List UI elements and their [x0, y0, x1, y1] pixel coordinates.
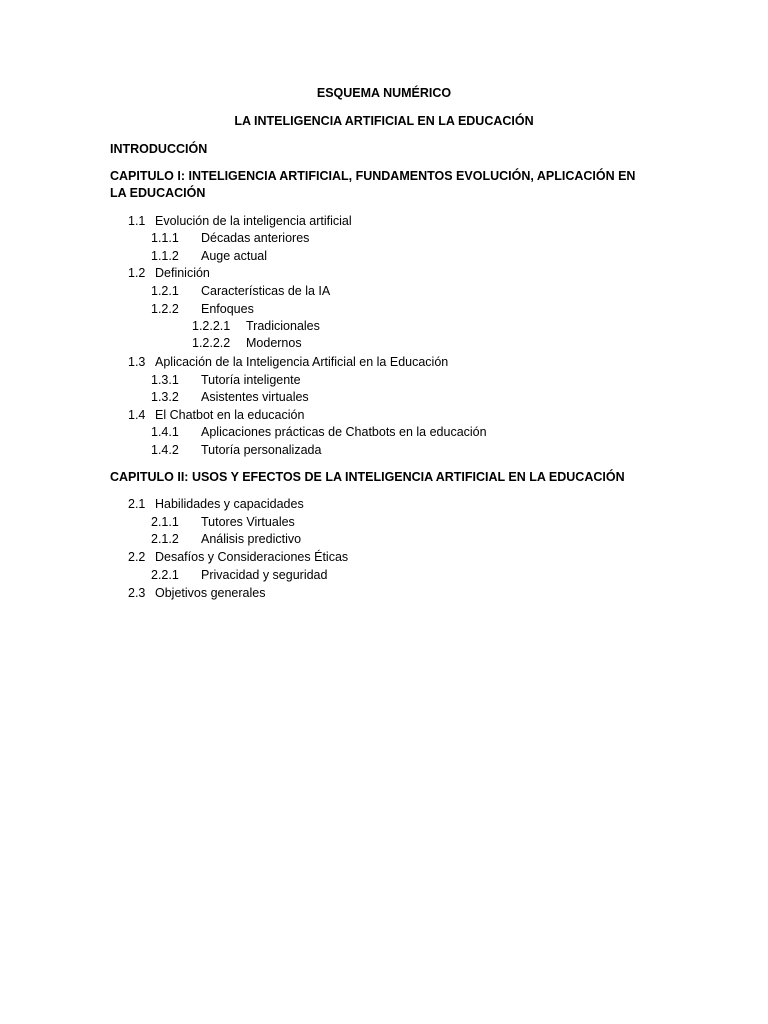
outline-item-1-4-2 — [151, 442, 321, 459]
item-text: Objetivos generales — [155, 586, 266, 600]
item-number: 2.2.1 — [151, 568, 179, 582]
item-number: 1.2.1 — [151, 284, 179, 298]
outline-item-1-2-1 — [151, 283, 330, 300]
item-number: 2.1.2 — [151, 532, 179, 546]
outline-item-1-3 — [128, 354, 448, 371]
item-text: Aplicación de la Inteligencia Artificial en la Educación — [155, 355, 449, 369]
item-text: Décadas anteriores — [201, 231, 310, 245]
item-text: Definición — [155, 266, 210, 280]
item-text: Tutoría personalizada — [201, 443, 322, 457]
outline-item-1-2-2 — [151, 301, 254, 318]
outline-item-1-2-2-1 — [192, 318, 320, 335]
item-number: 1.3 — [128, 355, 146, 369]
item-text: Desafíos y Consideraciones Éticas — [155, 550, 349, 564]
outline-item-2-1-1 — [151, 514, 295, 531]
item-number: 1.1.1 — [151, 231, 179, 245]
item-text: Asistentes virtuales — [201, 390, 309, 404]
outline-item-1-1-1 — [151, 230, 309, 247]
item-number: 1.2.2.2 — [192, 336, 231, 350]
item-text: Aplicaciones prácticas de Chatbots en la educación — [201, 425, 487, 439]
item-text: Tutoría inteligente — [201, 373, 301, 387]
item-number: 2.3 — [128, 586, 146, 600]
item-text: Análisis predictivo — [201, 532, 302, 546]
item-text: Características de la IA — [201, 284, 331, 298]
outline-item-1-2 — [128, 265, 210, 282]
chapter-2-heading: CAPITULO II: USOS Y EFECTOS DE LA INTELIGENCIA ARTIFICIAL EN LA EDUCACIÓN — [110, 470, 625, 484]
document-subtitle: LA INTELIGENCIA ARTIFICIAL EN LA EDUCACIÓN — [234, 114, 534, 128]
chapter-1-heading: CAPITULO I: INTELIGENCIA ARTIFICIAL, FUNDAMENTOS EVOLUCIÓN, APLICACIÓN EN LA EDUCACIÓN — [110, 169, 636, 200]
item-number: 2.2 — [128, 550, 146, 564]
item-number: 1.2.2 — [151, 302, 179, 316]
item-number: 1.4.1 — [151, 425, 179, 439]
outline-item-2-2 — [128, 549, 348, 566]
outline-item-2-2-1 — [151, 567, 327, 584]
item-number: 1.2.2.1 — [192, 319, 231, 333]
item-text: El Chatbot en la educación — [155, 408, 305, 422]
outline-item-1-1-2 — [151, 248, 267, 265]
outline-item-1-1 — [128, 213, 352, 230]
outline-item-2-1-2 — [151, 531, 301, 548]
outline-item-1-3-2 — [151, 389, 309, 406]
item-number: 1.3.1 — [151, 373, 179, 387]
item-text: Tutores Virtuales — [201, 515, 295, 529]
outline-item-1-2-2-2 — [192, 335, 302, 352]
item-number: 1.4 — [128, 408, 146, 422]
item-number: 1.4.2 — [151, 443, 179, 457]
item-number: 1.2 — [128, 266, 146, 280]
item-text: Auge actual — [201, 249, 268, 263]
item-text: Habilidades y capacidades — [155, 497, 304, 511]
outline-item-1-4-1 — [151, 424, 487, 441]
outline-item-2-3 — [128, 585, 265, 602]
outline-item-2-1 — [128, 496, 304, 513]
item-text: Enfoques — [201, 302, 254, 316]
item-text: Modernos — [246, 336, 302, 350]
item-number: 2.1.1 — [151, 515, 179, 529]
introduction-heading: INTRODUCCIÓN — [110, 142, 208, 156]
document-title: ESQUEMA NUMÉRICO — [316, 86, 452, 100]
item-number: 2.1 — [128, 497, 146, 511]
item-number: 1.1 — [128, 214, 146, 228]
item-number: 1.1.2 — [151, 249, 179, 263]
outline-item-1-4 — [128, 407, 304, 424]
item-text: Evolución de la inteligencia artificial — [155, 214, 352, 228]
item-text: Tradicionales — [246, 319, 320, 333]
outline-item-1-3-1 — [151, 372, 301, 389]
item-number: 1.3.2 — [151, 390, 179, 404]
item-text: Privacidad y seguridad — [201, 568, 328, 582]
